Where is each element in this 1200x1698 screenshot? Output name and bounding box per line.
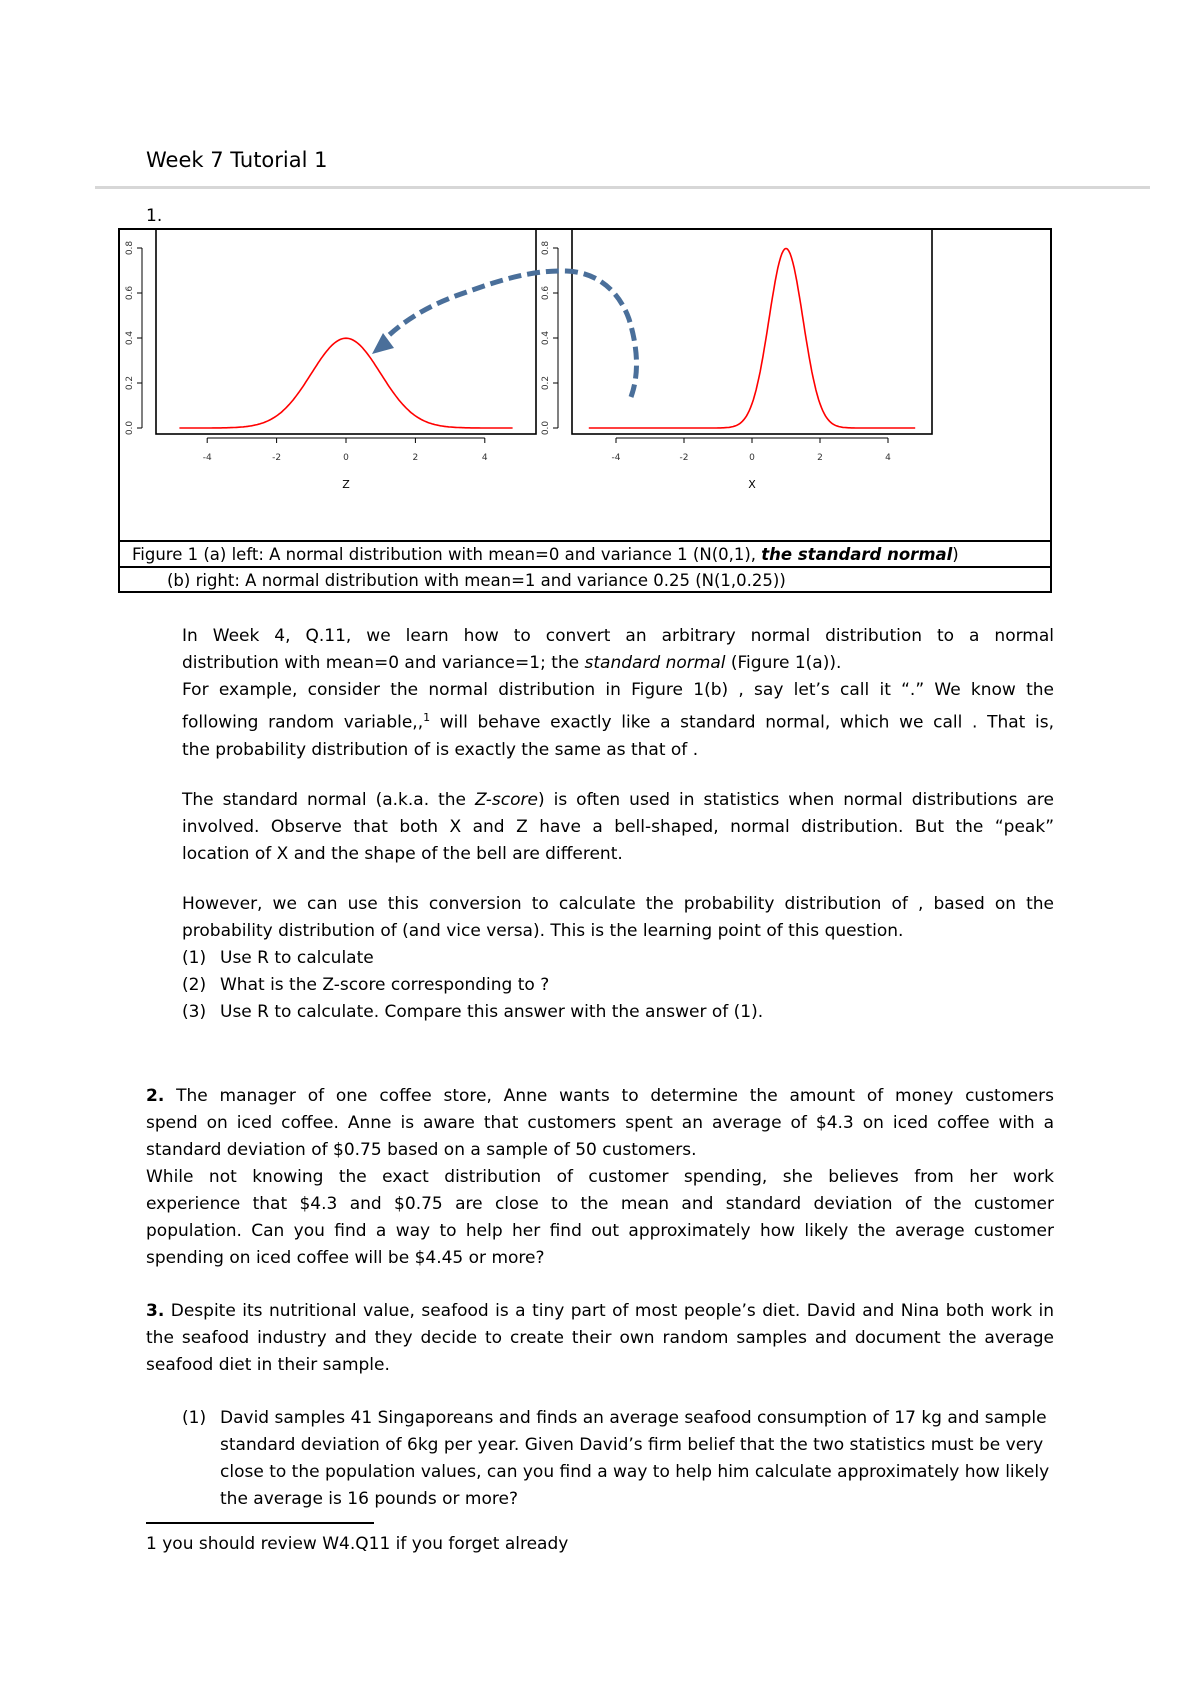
q1-p1-line5: the probability distribution of is exactly the same as that of .	[182, 739, 699, 760]
footnote	[146, 1534, 568, 1554]
q3-sub1-line3: close to the population values, can you find a way to help him calculate approximately how likely	[220, 1462, 1050, 1482]
x-tick-label: 2	[412, 453, 419, 463]
q1-p2-line2: involved. Observe that both X and Z have a bell-shaped, normal distribution. But the “peak”	[182, 816, 1054, 837]
figure-caption-line-1: Figure 1 (a) left: A normal distribution with mean=0 and variance 1 (N(0,1), the standard normal)	[120, 540, 1050, 566]
q2-line6: population. Can you find a way to help her find out approximately how likely the average customer	[146, 1221, 1054, 1241]
right-normal-curve	[589, 249, 915, 429]
q1-p3-line1: However, we can use this conversion to calculate the probability distribution of , based on the	[182, 893, 1054, 914]
left-x-axis-label: Z	[342, 478, 350, 491]
q1-p2-line3: location of X and the shape of the bell are different.	[182, 843, 623, 864]
q1-item-3: (3) Use R to calculate. Compare this answer with the answer of (1).	[182, 1001, 764, 1022]
figure-1-plots	[120, 230, 1050, 540]
y-tick-label: 0.2	[541, 375, 551, 391]
question-1-number: 1.	[146, 206, 163, 226]
x-tick-label: -4	[202, 453, 212, 463]
q1-p1-line4: following random variable,,$^1$ will behave exactly like a standard normal, which we call . That is,	[182, 711, 1054, 733]
question-3-part-1	[182, 1405, 1054, 1513]
q1-p3-line2: probability distribution of (and vice versa). This is the learning point of this question.	[182, 920, 904, 941]
x-tick-label: -4	[611, 453, 621, 463]
q2-line7: spending on iced coffee will be $4.45 or more?	[146, 1248, 545, 1268]
y-tick-label: 0.4	[125, 330, 135, 346]
y-tick-label: 0.6	[541, 285, 551, 301]
q1-item-2: (2) What is the Z-score corresponding to ?	[182, 974, 550, 995]
x-tick-label: -2	[679, 453, 689, 463]
y-tick-label: 0.2	[125, 375, 135, 391]
q1-p1-line1: In Week 4, Q.11, we learn how to convert an arbitrary normal distribution to a normal	[182, 626, 1054, 646]
title-divider	[95, 186, 1150, 189]
question-3-body	[146, 1298, 1054, 1379]
q1-item-1: (1) Use R to calculate	[182, 947, 374, 968]
y-tick-label: 0.0	[541, 420, 551, 436]
x-tick-label: 4	[481, 453, 488, 463]
q3-sub1-line4: the average is 16 pounds or more?	[220, 1489, 518, 1509]
x-tick-label: -2	[272, 453, 282, 463]
y-tick-label: 0.0	[125, 420, 135, 436]
y-tick-label: 0.8	[125, 240, 135, 256]
q3-sub1-line1: (1) David samples 41 Singaporeans and finds an average seafood consumption of 17 kg and sample	[182, 1408, 1047, 1428]
q3-line2: the seafood industry and they decide to create their own random samples and document the average	[146, 1328, 1054, 1348]
q3-sub1-line2: standard deviation of 6kg per year. Given David’s firm belief that the two statistics must be very	[220, 1435, 1044, 1455]
figure-caption-line-2: (b) right: A normal distribution with mean=1 and variance 0.25 (N(1,0.25))	[120, 566, 1050, 591]
figure-1	[118, 228, 1052, 593]
footnote-divider	[146, 1522, 374, 1524]
footnote-number: 1	[146, 1534, 157, 1554]
y-tick-label: 0.4	[541, 330, 551, 346]
q1-p1-line3: For example, consider the normal distribution in Figure 1(b) , say let’s call it “.” We know the	[182, 680, 1054, 700]
question-1-body	[182, 623, 1054, 1026]
footnote-text: you should review W4.Q11 if you forget already	[156, 1534, 569, 1554]
y-tick-label: 0.6	[125, 285, 135, 301]
page-title: Week 7 Tutorial 1	[146, 148, 328, 172]
left-plot-frame	[156, 230, 536, 434]
q2-line1: 2. The manager of one coffee store, Anne wants to determine the amount of money customers	[146, 1086, 1054, 1106]
left-normal-curve	[179, 338, 512, 428]
question-2-body	[146, 1083, 1054, 1272]
q2-line4: While not knowing the exact distribution of customer spending, she believes from her work	[146, 1167, 1054, 1187]
q1-p2-line1: The standard normal (a.k.a. the Z-score) is often used in statistics when normal distributions are	[182, 789, 1054, 810]
q2-line2: spend on iced coffee. Anne is aware that customers spent an average of $4.3 on iced coffee with a	[146, 1113, 1054, 1133]
q1-p1-line2: distribution with mean=0 and variance=1; the standard normal (Figure 1(a)).	[182, 653, 842, 673]
x-tick-label: 2	[817, 453, 823, 463]
q3-line1: 3. Despite its nutritional value, seafood is a tiny part of most people’s diet. David and Nina both work in	[146, 1301, 1054, 1321]
right-x-axis-label: X	[748, 478, 756, 491]
right-plot-axes	[541, 241, 891, 463]
x-tick-label: 0	[343, 453, 349, 463]
q3-line3: seafood diet in their sample.	[146, 1355, 390, 1375]
y-tick-label: 0.8	[541, 240, 551, 256]
left-plot-axes	[125, 241, 488, 463]
q2-line5: experience that $4.3 and $0.75 are close to the mean and standard deviation of the customer	[146, 1194, 1054, 1214]
q2-line3: standard deviation of $0.75 based on a sample of 50 customers.	[146, 1140, 697, 1160]
dashed-arrow-line	[382, 271, 637, 397]
x-tick-label: 0	[749, 453, 755, 463]
x-tick-label: 4	[885, 453, 891, 463]
